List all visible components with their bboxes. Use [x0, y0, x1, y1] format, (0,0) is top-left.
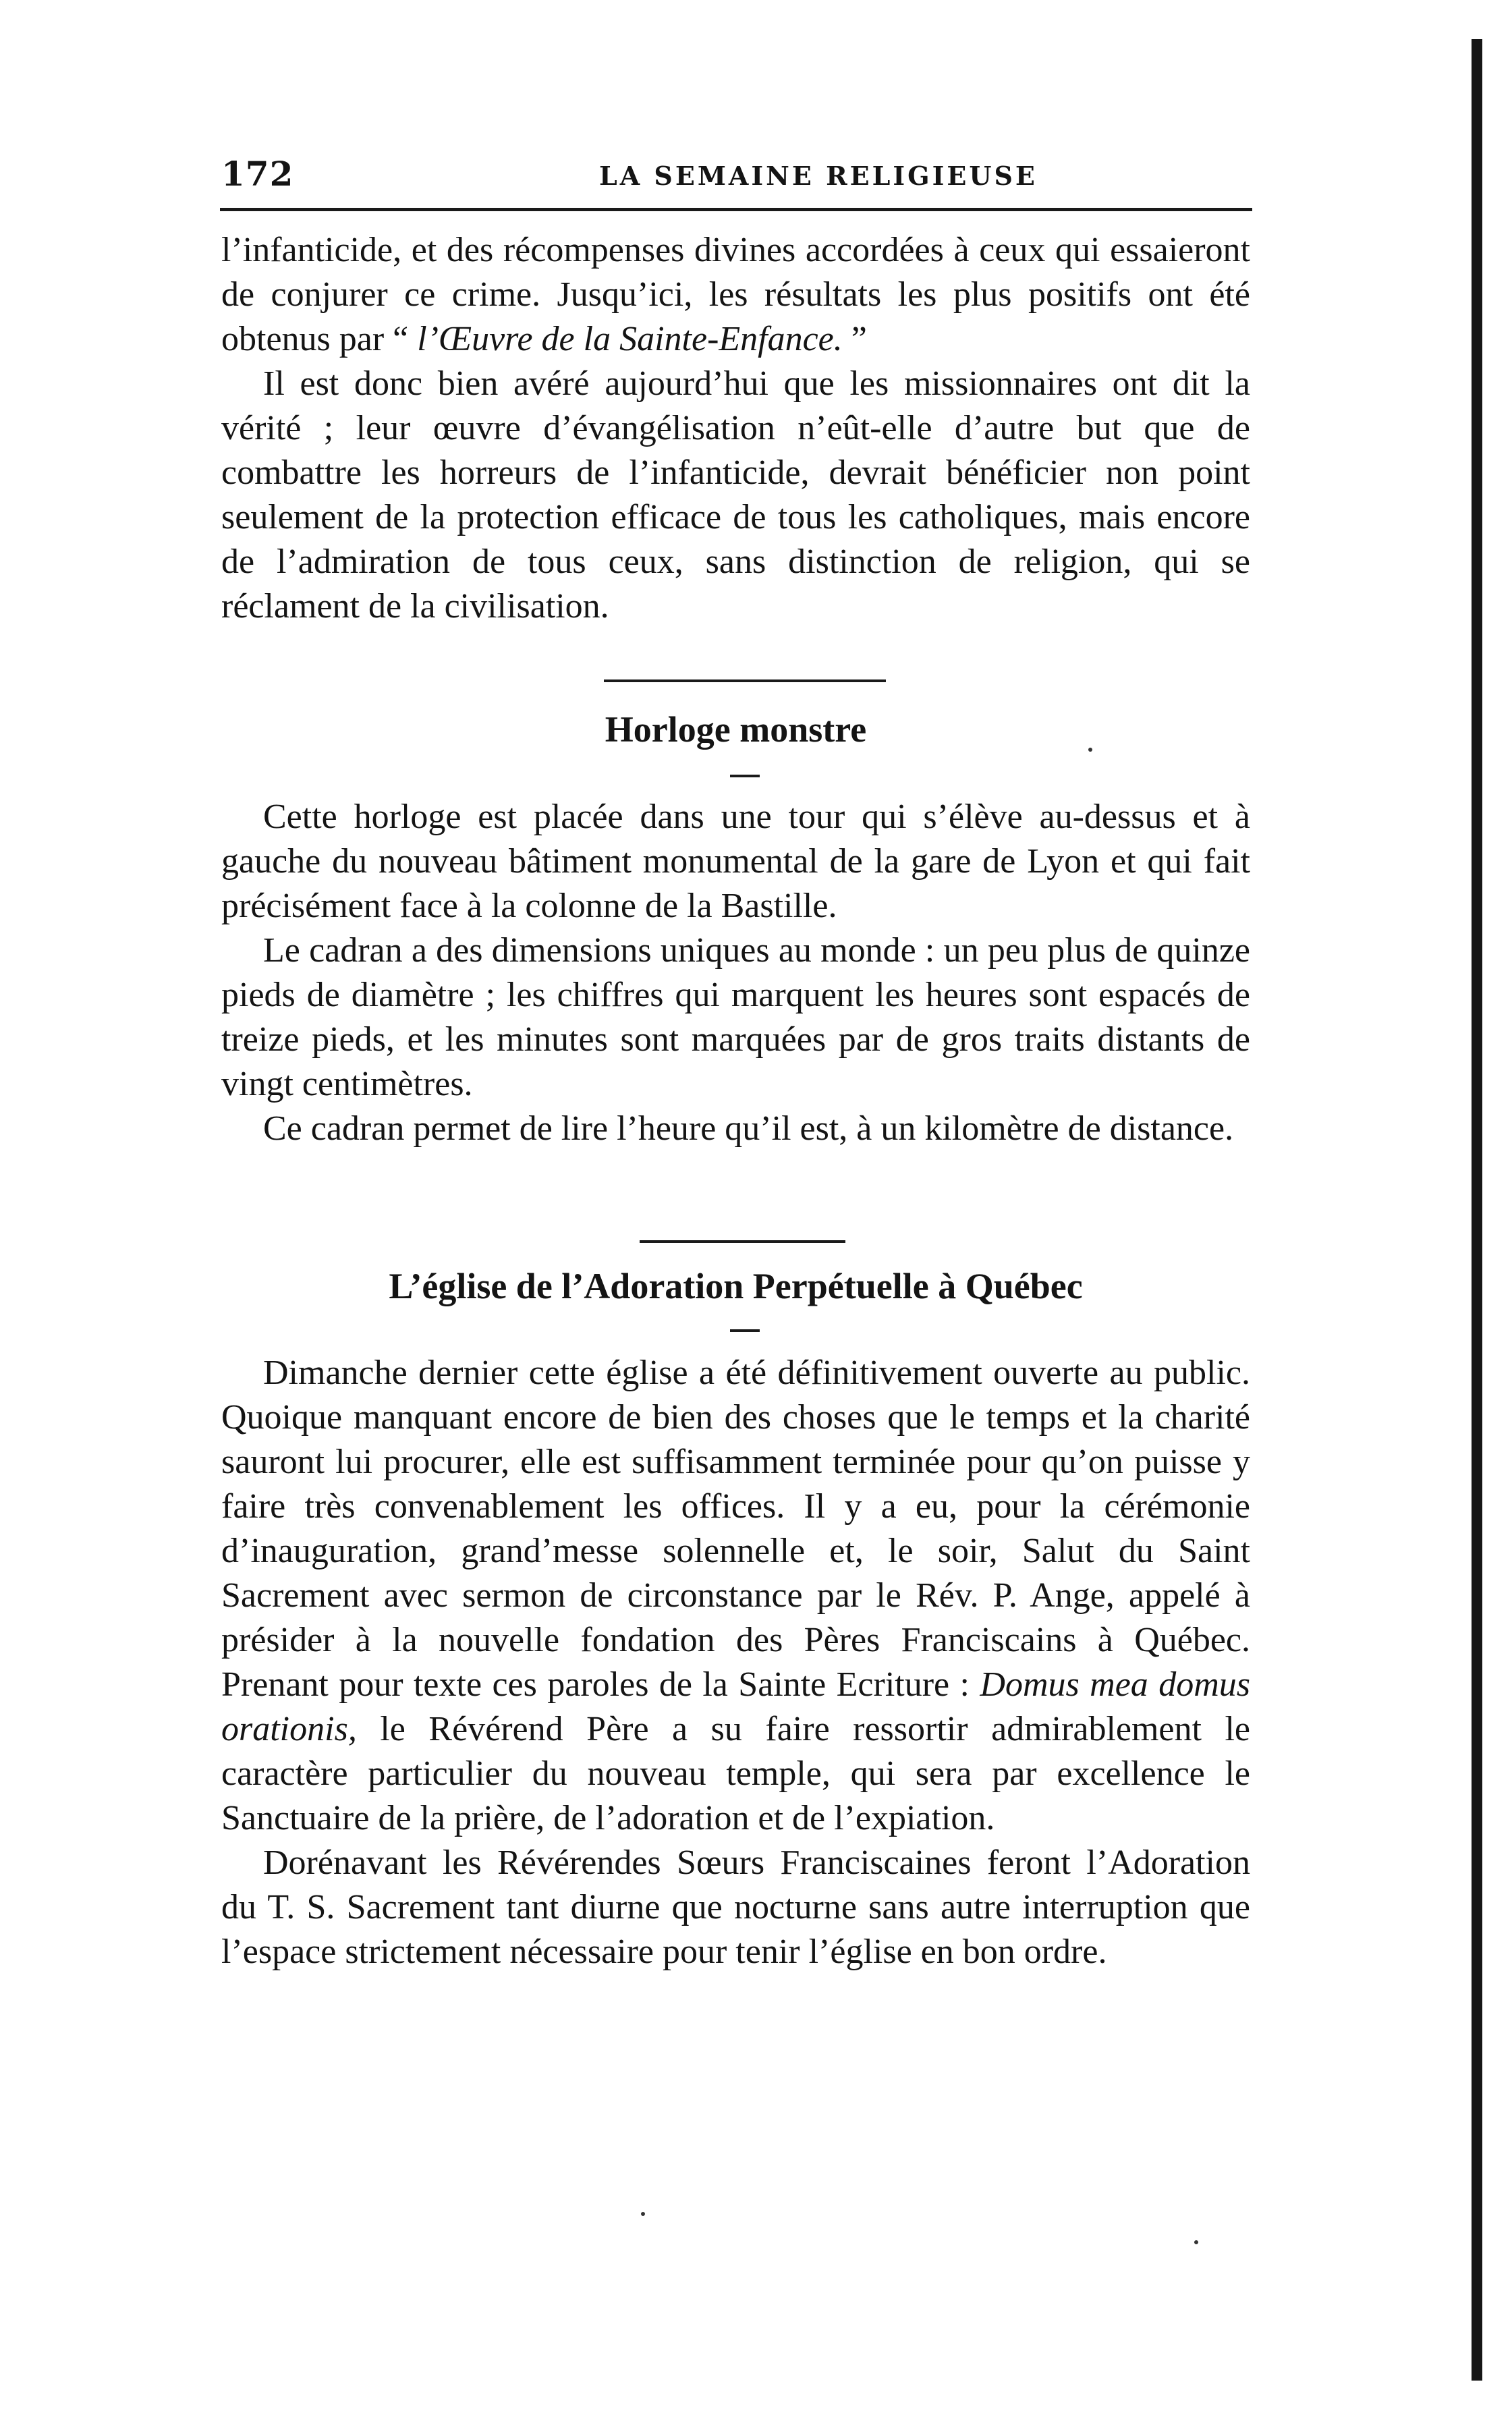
- eglise-p1-rest: le Révérend Père a su faire ressortir admirablement le caractère particulier du nouveau temple, qui sera par excellence le Sanctuaire de la prière, de l’adoration et de l’expiation.: [221, 1710, 1250, 1837]
- eglise-p1-text: Dimanche dernier cette église a été définitivement ouverte au public. Quoique manquant encore de bien des choses que le temps et la charité sauront lui procurer, elle est suffisamment terminée pour qu’on puisse y faire très convenablement les offices. Il y a eu, pour la cérémonie d’inauguration, grand’messe solennelle et, le soir, Salut du Saint Sacrement avec sermon de circonstance par le Rév. P. Ange, appelé à présider à la nouvelle fondation des Pères Franciscains à Québec. Prenant pour texte ces paroles de la Sainte Ecriture :: [221, 1354, 1250, 1704]
- horloge-paragraph-2: Le cadran a des dimensions uniques au monde : un peu plus de quinze pieds de diamètre ; les chiffres qui marquent les heures sont espacés de treize pieds, et les minutes sont marquées par de gros traits distants de vingt centimètres.: [221, 931, 1250, 1103]
- section-separator: [640, 1240, 845, 1243]
- eglise-paragraph-1: [221, 1351, 1250, 1841]
- intro-p1-italic: l’Œuvre de la Sainte-Enfance.: [417, 320, 843, 358]
- print-speck: [1088, 748, 1092, 752]
- print-speck: [641, 2212, 645, 2216]
- title-underline: [730, 775, 760, 777]
- intro-block: [221, 228, 1250, 629]
- intro-paragraph-1: [221, 228, 1250, 362]
- intro-paragraph-2: Il est donc bien avéré aujourd’hui que les missionnaires ont dit la vérité ; leur œuvre d’évangélisation n’eût-elle d’autre but que de combattre les horreurs de l’infanticide, devrait bénéficier non point seulement de la protection efficace de tous les catholiques, mais encore de l’admiration de tous ceux, sans distinction de religion, qui se réclament de la civilisation.: [221, 364, 1250, 626]
- eglise-block: [221, 1351, 1250, 1974]
- section-title-eglise: L’église de l’Adoration Perpétuelle à Québec: [389, 1266, 1083, 1306]
- horloge-paragraph-3: Ce cadran permet de lire l’heure qu’il est, à un kilomètre de distance.: [263, 1109, 1234, 1148]
- section-title-horloge: Horloge monstre: [605, 709, 867, 750]
- header-rule: [220, 208, 1252, 211]
- intro-p1-close: ”: [842, 320, 867, 358]
- page-header: [221, 154, 1250, 201]
- intro-p1-text: l’infanticide, et des récompenses divines accordées à ceux qui essaieront de conjurer ce crime. Jusqu’ici, les résultats les plus positifs ont été obtenus par “: [221, 231, 1250, 358]
- section-separator: [604, 679, 886, 682]
- running-title: LA SEMAINE RELIGIEUSE: [599, 161, 1038, 191]
- eglise-paragraph-2: Dorénavant les Révérendes Sœurs Franciscaines feront l’Adoration du T. S. Sacrement tant diurne que nocturne sans autre interruption que l’espace strictement nécessaire pour tenir l’église en bon ordre.: [221, 1843, 1250, 1971]
- horloge-block: [221, 795, 1250, 1151]
- eglise-p1-italic: Domus mea domus orationis,: [221, 1665, 1250, 1748]
- horloge-paragraph-1: Cette horloge est placée dans une tour qui s’élève au-dessus et à gauche du nouveau bâtiment monumental de la gare de Lyon et qui fait précisément face à la colonne de la Bastille.: [221, 798, 1250, 925]
- print-speck: [1194, 2240, 1198, 2244]
- title-underline: [730, 1329, 760, 1332]
- binding-edge-shadow: [1472, 39, 1482, 2381]
- page-number: 172: [221, 154, 294, 194]
